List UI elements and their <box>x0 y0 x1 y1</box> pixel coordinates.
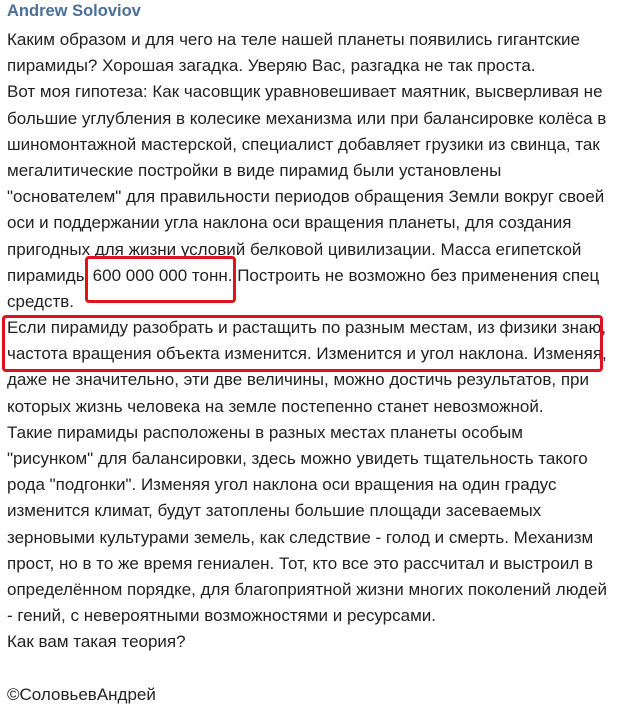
post-author[interactable]: Andrew Soloviov <box>7 2 141 20</box>
post-line: зерновыми культурами земель, как следствие - голод и смерть. Механизм <box>7 527 594 547</box>
post-signature: ©СоловьевАндрей <box>7 684 156 704</box>
post-line: Каким образом и для чего на теле нашей планеты появились гигантские <box>7 30 581 49</box>
post-line: Если пирамиду разобрать и растащить по разным местам, из физики знаю, <box>7 318 606 338</box>
post-line: изменится климат, будут затоплены большие площади засеваемых <box>7 501 542 521</box>
post-line: большие углубления в колесике механизма или при балансировке колёса в <box>7 108 607 128</box>
post-line: Вот моя гипотеза: Как часовщик уравновешивает маятник, высверливая не <box>7 82 603 102</box>
post-line: шиномонтажной мастерской, специалист добавляет грузики из свинца, так <box>7 134 600 154</box>
post-line: Как вам такая теория? <box>7 632 186 652</box>
post-line: Такие пирамиды расположены в разных местах планеты особым <box>7 422 523 442</box>
post-line: мегалитические постройки в виде пирамид были установлены <box>7 160 502 180</box>
post-line: "рисунком" для балансировки, здесь можно увидеть тщательность такого <box>7 449 588 468</box>
post-line: пригодных для жизни условий белковой цивилизации. Масса египетской <box>7 239 582 259</box>
post-line: "основателем" для правильности периодов обращения Земли вокруг своей <box>7 187 605 207</box>
highlight-box-rotation <box>2 315 603 372</box>
highlight-box-mass <box>85 256 236 303</box>
post-line: прост, но в то же время гениален. Тот, кто все это рассчитал и выстроил в <box>7 553 594 573</box>
post-line: рода "подгонки". Изменяя угол наклона оси вращения на один градус <box>7 475 557 495</box>
post-line: пирамиды? Хорошая загадка. Уверяю Вас, разгадка не так проста. <box>7 56 536 76</box>
post-line: средств. <box>7 291 74 311</box>
blank-line <box>7 656 607 682</box>
post-line: частота вращения объекта изменится. Изменится и угол наклона. Изменяя, <box>7 344 607 364</box>
post-line: пирамиды 600 000 000 тонн. Построить не возможно без применения спец <box>7 265 600 285</box>
post-line: определённом порядке, для благоприятной жизни многих поколений людей <box>7 579 607 599</box>
post-line: - гений, с невероятными возможностями и ресурсами. <box>7 606 436 626</box>
post-line: оси и поддержании угла наклона оси вращения планеты, для создания <box>7 213 572 233</box>
post-line: даже не значительно, эти две величины, можно достичь результатов, при <box>7 370 590 390</box>
post-line: которых жизнь человека на земле постепенно станет невозможной. <box>7 396 544 416</box>
